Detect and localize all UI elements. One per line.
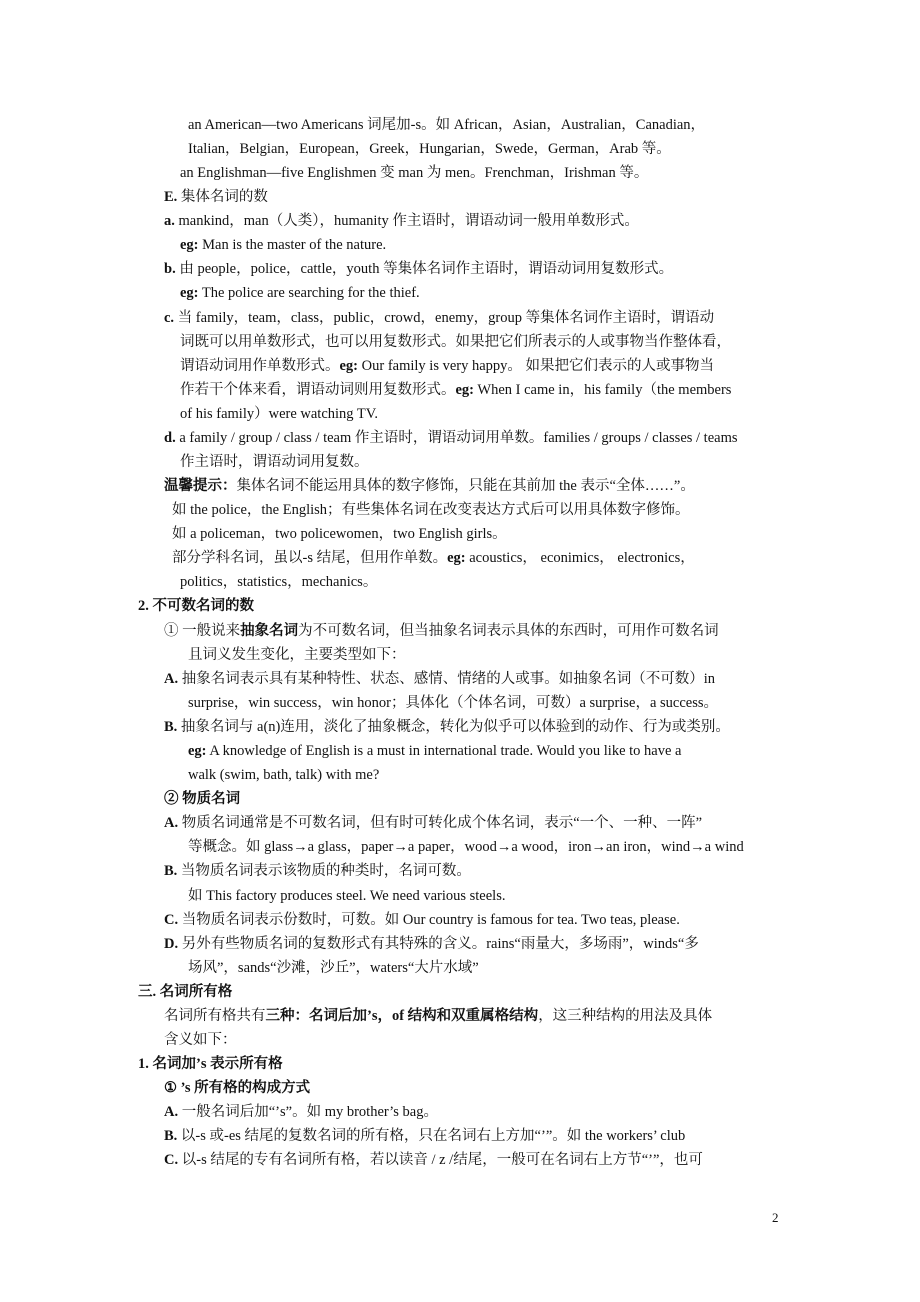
text-line: [164, 187, 268, 207]
text-segment: 作若干个体来看，谓语动词则用复数形式。: [180, 382, 456, 398]
bold-text: a.: [164, 213, 175, 229]
text-segment: ① 一般说来: [164, 623, 241, 639]
text-line: [188, 115, 705, 135]
bold-text: A.: [164, 671, 179, 687]
text-line: [180, 356, 714, 376]
bold-text: c.: [164, 310, 175, 326]
text-segment: 如 the police，the English；有些集体名词在改变表达方式后可以用具体数字修饰。: [172, 502, 690, 518]
text-line: [188, 958, 479, 978]
bold-text: C.: [164, 912, 179, 928]
bold-text: b.: [164, 261, 176, 277]
text-line: [188, 837, 744, 857]
text-segment: Our family is very happy。 如果把它们表示的人或事物当: [358, 358, 715, 374]
text-line: [164, 669, 715, 689]
text-line: [188, 645, 406, 665]
text-segment: 如 a policeman，two policewomen，two English girls。: [172, 526, 507, 542]
bold-text: D.: [164, 936, 179, 952]
bold-text: eg:: [180, 285, 199, 301]
bold-text: B.: [164, 719, 178, 735]
text-segment: 当物质名词表示份数时，可数。如 Our country is famous for tea. Two teas, please.: [178, 912, 680, 928]
text-segment: 由 people，police，cattle，youth 等集体名词作主语时，谓语动词用复数形式。: [175, 261, 674, 277]
text-segment: A knowledge of English is a must in international trade. Would you like to have a: [206, 743, 682, 759]
text-segment: 名词所有格共有: [164, 1008, 266, 1024]
text-line: [164, 910, 680, 930]
text-line: [164, 1126, 685, 1146]
text-line: [164, 1030, 237, 1050]
text-line: [164, 789, 240, 809]
text-line: [188, 765, 379, 785]
text-segment: 部分学科名词，虽以-s 结尾，但用作单数。: [172, 550, 448, 566]
text-line: [188, 741, 681, 761]
bold-text: C.: [164, 1152, 179, 1168]
text-segment: 以-s 或-es 结尾的复数名词的所有格，只在名词右上方加“’”。如 the workers’ club: [177, 1128, 686, 1144]
bold-text: ① ’s 所有格的构成方式: [164, 1080, 311, 1096]
text-line: [164, 934, 699, 954]
bold-text: B.: [164, 1128, 178, 1144]
bold-text: 2. 不可数名词的数: [138, 598, 254, 614]
text-segment: ，这三种结构的用法及具体: [538, 1008, 713, 1024]
bold-text: 三. 名词所有格: [138, 984, 233, 1000]
text-line: [180, 404, 378, 424]
bold-text: E.: [164, 189, 178, 205]
text-segment: 为不可数名词，但当抽象名词表示具体的东西时，可用作可数名词: [298, 623, 719, 639]
text-line: [180, 283, 420, 303]
text-line: [164, 259, 673, 279]
text-segment: 集体名词不能运用具体的数字修饰，只能在其前加 the 表示“全体……”。: [236, 478, 695, 494]
text-line: [180, 452, 369, 472]
text-line: [164, 428, 738, 448]
text-segment: 当物质名词表示该物质的种类时，名词可数。: [177, 863, 471, 879]
text-segment: 以-s 结尾的专有名词所有格，若以读音 / z /结尾，一般可在名词右上方节“’”，也可: [178, 1152, 703, 1168]
text-segment: an American—two Americans 词尾加-s。如 African，Asian，Australian，Canadian，: [188, 117, 706, 133]
text-line: [164, 476, 695, 496]
text-segment: acoustics， econimics， electronics，: [465, 550, 695, 566]
bold-text: d.: [164, 430, 176, 446]
text-segment: 场风”，sands“沙滩，沙丘”，waters“大片水域”: [188, 960, 479, 976]
text-segment: mankind，man（人类），humanity 作主语时，谓语动词一般用单数形式。: [174, 213, 639, 229]
text-line: [172, 500, 690, 520]
text-line: [164, 861, 471, 881]
bold-text: eg:: [447, 550, 466, 566]
text-line: [180, 235, 386, 255]
text-line: [164, 717, 730, 737]
text-segment: politics，statistics，mechanics。: [180, 574, 378, 590]
page-number: 2: [772, 1210, 779, 1225]
text-line: [164, 1006, 712, 1026]
bold-text: A.: [164, 1104, 179, 1120]
text-line: [180, 163, 648, 183]
text-segment: 词既可以用单数形式，也可以用复数形式。如果把它们所表示的人或事物当作整体看，: [180, 334, 731, 350]
text-line: [188, 693, 718, 713]
text-segment: Italian，Belgian，European，Greek，Hungarian，Swede，German，Arab 等。: [188, 141, 671, 157]
text-segment: 当 family，team，class，public，crowd，enemy，group 等集体名词作主语时，谓语动: [174, 310, 715, 326]
text-line: [164, 1078, 310, 1098]
text-line: [180, 572, 377, 592]
text-line: [138, 596, 254, 616]
text-segment: The police are searching for the thief.: [198, 285, 420, 301]
text-segment: 且词义发生变化，主要类型如下：: [188, 647, 406, 663]
text-line: [164, 308, 714, 328]
bold-text: 抽象名词: [240, 623, 299, 639]
text-line: [180, 332, 731, 352]
text-segment: 谓语动词用作单数形式。: [180, 358, 340, 374]
text-line: [188, 139, 671, 159]
text-segment: 含义如下：: [164, 1032, 237, 1048]
bold-text: eg:: [188, 743, 207, 759]
text-line: [164, 621, 719, 641]
text-segment: 物质名词通常是不可数名词，但有时可转化成个体名词，表示“一个、一种、一阵”: [178, 815, 703, 831]
text-segment: 抽象名词表示具有某种特性、状态、感情、情绪的人或事。如抽象名词（不可数）in: [178, 671, 716, 687]
text-segment: 另外有些物质名词的复数形式有其特殊的含义。rains“雨量大，多场雨”，winds“多: [178, 936, 699, 952]
bold-text: 温馨提示：: [164, 478, 237, 494]
bold-text: eg:: [455, 382, 475, 398]
text-segment: 一般名词后加“’s”。如 my brother’s bag。: [178, 1104, 438, 1120]
bold-text: ② 物质名词: [164, 791, 241, 807]
bold-text: B.: [164, 863, 178, 879]
text-line: [138, 1054, 283, 1074]
text-line: [138, 982, 232, 1002]
text-line: [180, 380, 731, 400]
text-line: [164, 1102, 438, 1122]
text-segment: 等概念。如 glass→a glass，paper→a paper，wood→a wood，iron→an iron，wind→a wind: [188, 839, 744, 855]
text-segment: Man is the master of the nature.: [198, 237, 387, 253]
text-segment: When I came in，his family（the members: [474, 382, 732, 398]
bold-text: eg:: [180, 237, 199, 253]
text-line: [188, 886, 505, 906]
text-segment: 集体名词的数: [177, 189, 268, 205]
text-segment: of his family）were watching TV.: [180, 406, 378, 422]
bold-text: A.: [164, 815, 179, 831]
text-segment: surprise，win success，win honor；具体化（个体名词，可数）a surprise，a success。: [188, 695, 718, 711]
text-segment: walk (swim, bath, talk) with me?: [188, 767, 380, 783]
bold-text: 1. 名词加’s 表示所有格: [138, 1056, 283, 1072]
text-line: [172, 524, 507, 544]
text-segment: an Englishman—five Englishmen 变 man 为 men。Frenchman，Irishman 等。: [180, 165, 649, 181]
text-line: [164, 211, 639, 231]
text-line: [164, 813, 702, 833]
text-line: [164, 1150, 703, 1170]
bold-text: 三种：名词后加’s，of 结构和双重属格结构: [265, 1008, 539, 1024]
text-segment: 如 This factory produces steel. We need various steels.: [188, 888, 506, 904]
text-segment: a family / group / class / team 作主语时，谓语动词用单数。families / groups / classes / teams: [175, 430, 738, 446]
text-line: [172, 548, 695, 568]
bold-text: eg:: [339, 358, 359, 374]
text-segment: 作主语时，谓语动词用复数。: [180, 454, 369, 470]
text-segment: 抽象名词与 a(n)连用，淡化了抽象概念，转化为似乎可以体验到的动作、行为或类别。: [177, 719, 730, 735]
